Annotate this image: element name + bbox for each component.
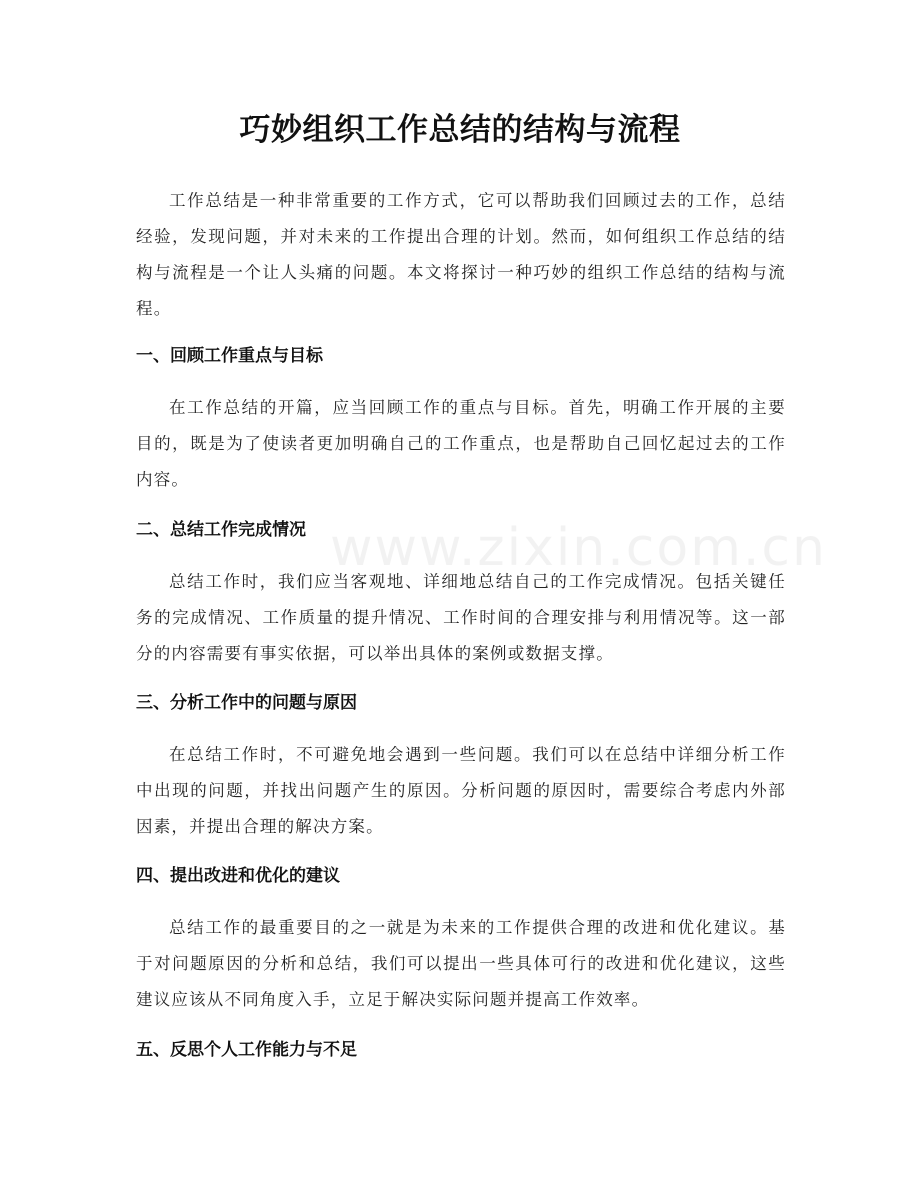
intro-paragraph: 工作总结是一种非常重要的工作方式，它可以帮助我们回顾过去的工作，总结经验，发现问题，并对未来的工作提出合理的计划。然而，如何组织工作总结的结构与流程是一个让人头痛的问题。本文将探讨一种巧妙的组织工作总结的结构与流程。 xyxy=(136,191,786,318)
section-heading-4: 四、提出改进和优化的建议 xyxy=(136,866,340,886)
watermark: www.zixin.com.cn xyxy=(330,518,827,578)
section-body-4: 总结工作的最重要目的之一就是为未来的工作提供合理的改进和优化建议。基于对问题原因的分析和总结，我们可以提出一些具体可行的改进和优化建议，这些建议应该从不同角度入手，立足于解决实际问题并提高工作效率。 xyxy=(136,918,786,1009)
section-heading-5: 五、反思个人工作能力与不足 xyxy=(136,1040,357,1060)
section-heading-2: 二、总结工作完成情况 xyxy=(136,520,306,540)
section-heading-1: 一、回顾工作重点与目标 xyxy=(136,346,323,366)
section-heading-3: 三、分析工作中的问题与原因 xyxy=(136,693,357,713)
document-title: 巧妙组织工作总结的结构与流程 xyxy=(239,112,681,148)
section-body-3: 在总结工作时，不可避免地会遇到一些问题。我们可以在总结中详细分析工作中出现的问题，并找出问题产生的原因。分析问题的原因时，需要综合考虑内外部因素，并提出合理的解决方案。 xyxy=(136,745,786,836)
section-body-2: 总结工作时，我们应当客观地、详细地总结自己的工作完成情况。包括关键任务的完成情况、工作质量的提升情况、工作时间的合理安排与利用情况等。这一部分的内容需要有事实依据，可以举出具体的案例或数据支撑。 xyxy=(136,572,786,663)
section-body-1: 在工作总结的开篇，应当回顾工作的重点与目标。首先，明确工作开展的主要目的，既是为了使读者更加明确自己的工作重点，也是帮助自己回忆起过去的工作内容。 xyxy=(136,398,786,489)
